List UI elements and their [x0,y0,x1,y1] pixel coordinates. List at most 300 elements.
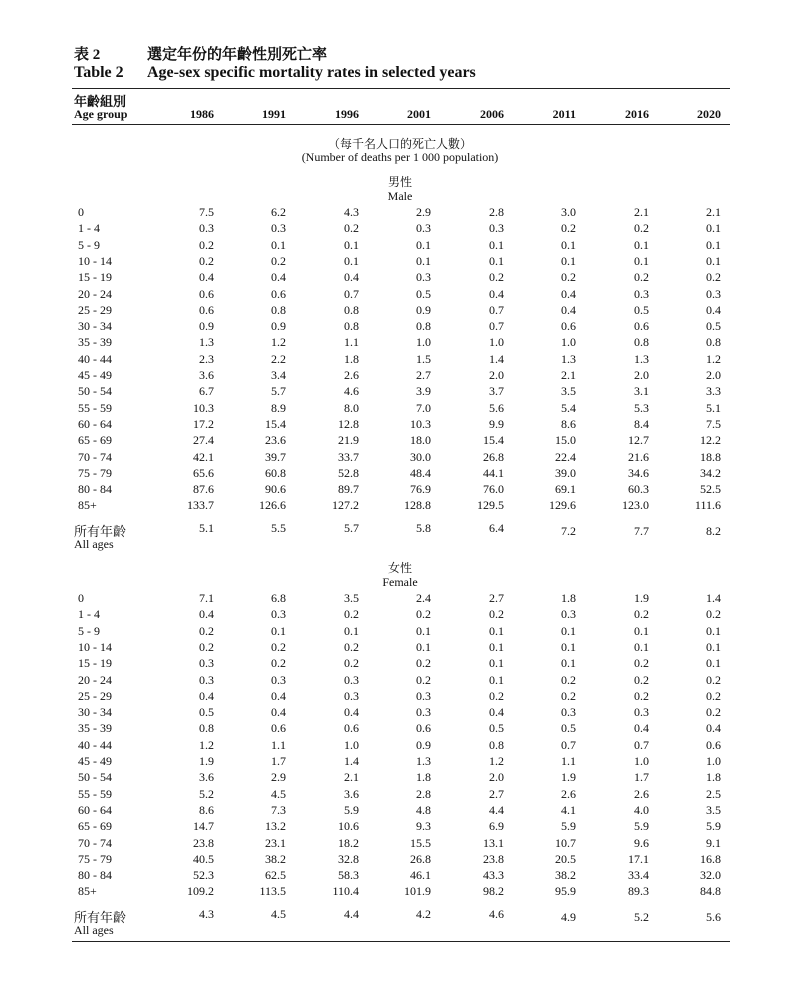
rate-cell: 0.6 [199,286,214,301]
table-title-zh [74,43,327,64]
rate-cell: 0.1 [489,656,504,671]
rate-cell: 4.4 [489,802,504,817]
rate-cell: 0.2 [416,607,431,622]
rate-cell: 23.6 [265,433,286,448]
rate-cell: 0.2 [271,656,286,671]
rate-cell: 0.4 [271,270,286,285]
rate-cell: 15.4 [265,416,286,431]
rate-cell: 7.3 [271,802,286,817]
rate-cell: 0.4 [561,302,576,317]
rate-cell: 6.2 [271,205,286,219]
age-group-label: 65 - 69 [78,433,112,448]
rate-cell: 5.9 [561,819,576,834]
rate-cell: 0.3 [634,286,649,301]
rate-cell: 5.7 [271,384,286,399]
rate-cell: 0.8 [199,721,214,736]
rate-cell: 0.8 [706,335,721,350]
rate-cell: 0.7 [634,737,649,752]
rate-cell: 2.9 [271,770,286,785]
all-ages-rate-cell: 4.5 [271,907,286,921]
rate-cell: 109.2 [187,884,214,899]
all-ages-rate-cell: 5.6 [706,910,721,924]
table-title-text-zh: 選定年份的年齡性別死亡率 [147,47,328,63]
rate-cell: 0.1 [489,623,504,638]
rate-cell: 0.3 [416,688,431,703]
rate-cell: 7.0 [416,400,431,415]
all-ages-rate-cell: 4.3 [199,907,214,921]
rate-cell: 0.1 [416,237,431,252]
rate-cell: 0.1 [344,237,359,252]
rate-cell: 26.8 [483,449,504,464]
rate-cell: 89.7 [338,482,359,497]
rate-cell: 17.2 [193,416,214,431]
rate-cell: 15.4 [483,433,504,448]
rate-cell: 12.8 [338,416,359,431]
rate-cell: 13.2 [265,819,286,834]
rate-cell: 0.1 [489,237,504,252]
age-group-label: 15 - 19 [78,270,112,285]
table-row [0,254,800,270]
rate-cell: 2.7 [489,591,504,605]
rate-cell: 4.1 [561,802,576,817]
age-group-label: 65 - 69 [78,819,112,834]
rate-cell: 5.9 [344,802,359,817]
rate-cell: 0.2 [634,607,649,622]
table-row [0,787,800,803]
rate-cell: 60.8 [265,465,286,480]
rate-cell: 0.7 [561,737,576,752]
rate-cell: 1.0 [416,335,431,350]
table-row [0,238,800,254]
all-ages-rate-cell: 4.4 [344,907,359,921]
rate-cell: 101.9 [404,884,431,899]
table-row [0,450,800,466]
rate-cell: 21.6 [628,449,649,464]
rate-cell: 0.1 [561,253,576,268]
rate-cell: 69.1 [555,482,576,497]
rate-cell: 0.2 [344,221,359,236]
rate-cell: 34.6 [628,465,649,480]
rate-cell: 1.7 [271,754,286,768]
rate-cell: 0.3 [199,656,214,671]
rate-cell: 62.5 [265,868,286,883]
table-row [0,721,800,737]
age-group-label: 70 - 74 [78,835,112,850]
age-group-header-en: Age group [74,107,128,121]
rate-cell: 6.9 [489,819,504,834]
table-row [0,607,800,623]
rate-cell: 90.6 [265,482,286,497]
rate-cell: 39.7 [265,449,286,464]
rate-cell: 0.2 [344,656,359,671]
rate-cell: 111.6 [694,498,721,513]
all-ages-rate-cell: 8.2 [706,524,721,538]
age-group-label: 15 - 19 [78,656,112,671]
rate-cell: 127.2 [332,498,359,513]
rate-cell: 0.3 [199,672,214,687]
rate-cell: 1.3 [634,351,649,366]
rate-cell: 9.3 [416,819,431,834]
table-title-text-en: Age-sex specific mortality rates in selected years [147,64,476,81]
rate-cell: 0.5 [561,721,576,736]
rate-cell: 0.4 [706,721,721,736]
rate-cell: 1.2 [489,754,504,768]
rate-cell: 1.0 [561,335,576,350]
rate-cell: 18.2 [338,835,359,850]
rate-cell: 0.7 [344,286,359,301]
table-row [0,205,800,221]
rate-cell: 0.1 [706,639,721,654]
age-group-label: 30 - 34 [78,319,112,334]
rate-cell: 0.5 [706,319,721,334]
rate-cell: 7.1 [199,591,214,605]
rate-cell: 0.4 [489,705,504,720]
rate-cell: 0.2 [416,672,431,687]
age-group-label: 0 [78,591,84,605]
rate-cell: 129.6 [549,498,576,513]
age-group-label: 75 - 79 [78,851,112,866]
rate-cell: 42.1 [193,449,214,464]
rate-cell: 0.3 [416,221,431,236]
rate-cell: 27.4 [193,433,214,448]
table-row [0,352,800,368]
rate-cell: 2.6 [561,786,576,801]
rate-cell: 0.2 [489,607,504,622]
table-number-en: Table 2 [74,64,124,81]
age-group-label: 20 - 24 [78,286,112,301]
rate-cell: 0.4 [271,688,286,703]
rate-cell: 0.4 [199,688,214,703]
rate-cell: 0.3 [634,705,649,720]
rate-cell: 39.0 [555,465,576,480]
table-row [0,836,800,852]
rate-cell: 23.8 [193,835,214,850]
rate-cell: 87.6 [193,482,214,497]
age-group-label: 50 - 54 [78,770,112,785]
rate-cell: 23.1 [265,835,286,850]
age-group-label: 75 - 79 [78,465,112,480]
age-group-label: 45 - 49 [78,754,112,768]
all-ages-rate-cell: 5.5 [271,521,286,535]
rate-cell: 0.6 [271,286,286,301]
rate-cell: 0.5 [489,721,504,736]
rate-cell: 1.8 [416,770,431,785]
rate-cell: 0.1 [416,253,431,268]
rate-cell: 0.6 [561,319,576,334]
table-row [0,482,800,498]
rate-cell: 2.0 [489,770,504,785]
rate-cell: 1.2 [199,737,214,752]
rate-cell: 2.0 [489,368,504,382]
rate-cell: 0.7 [489,302,504,317]
rate-cell: 0.4 [271,705,286,720]
rate-cell: 1.0 [706,754,721,768]
age-group-label: 25 - 29 [78,688,112,703]
rate-cell: 5.4 [561,400,576,415]
age-group-label: 25 - 29 [78,302,112,317]
rate-cell: 5.6 [489,400,504,415]
rate-cell: 5.9 [634,819,649,834]
rate-cell: 1.9 [199,754,214,768]
rate-cell: 0.1 [634,639,649,654]
table-row [0,640,800,656]
rate-cell: 1.3 [561,351,576,366]
rate-cell: 12.7 [628,433,649,448]
bottom-rule [72,941,730,942]
table-row [0,656,800,672]
age-group-label: 40 - 44 [78,351,112,366]
age-group-label: 60 - 64 [78,416,112,431]
rate-cell: 0.5 [416,286,431,301]
rate-cell: 0.4 [489,286,504,301]
rate-cell: 0.2 [199,237,214,252]
all-ages-rate-cell: 7.2 [561,524,576,538]
rate-cell: 0.1 [561,656,576,671]
age-group-label: 20 - 24 [78,672,112,687]
all-ages-rate-cell: 5.2 [634,910,649,924]
rate-cell: 2.7 [416,368,431,382]
rate-cell: 0.6 [416,721,431,736]
rate-cell: 0.2 [489,688,504,703]
rate-cell: 23.8 [483,851,504,866]
rate-cell: 4.3 [344,205,359,219]
rate-cell: 0.1 [271,623,286,638]
all-ages-rate-cell: 4.6 [489,907,504,921]
rate-cell: 128.8 [404,498,431,513]
rate-cell: 89.3 [628,884,649,899]
rate-cell: 0.8 [634,335,649,350]
rate-cell: 0.2 [634,656,649,671]
rate-cell: 4.8 [416,802,431,817]
age-group-label: 5 - 9 [78,237,100,252]
rate-cell: 3.5 [344,591,359,605]
rate-cell: 6.7 [199,384,214,399]
year-header: 2011 [552,107,576,121]
rate-cell: 1.0 [344,737,359,752]
rate-cell: 0.2 [344,607,359,622]
rate-cell: 0.2 [634,270,649,285]
table-row [0,417,800,433]
rate-cell: 0.3 [706,286,721,301]
table-row [0,591,800,607]
rate-cell: 0.6 [344,721,359,736]
rate-cell: 0.2 [706,672,721,687]
rate-cell: 0.9 [416,302,431,317]
rate-cell: 0.1 [634,253,649,268]
table-row [0,384,800,400]
rate-cell: 1.4 [489,351,504,366]
table-row [0,433,800,449]
all-ages-rate-cell: 4.2 [416,907,431,921]
rate-cell: 1.1 [271,737,286,752]
rate-cell: 3.6 [199,368,214,382]
rate-cell: 43.3 [483,868,504,883]
rate-cell: 133.7 [187,498,214,513]
rate-cell: 2.5 [706,786,721,801]
rate-cell: 3.6 [199,770,214,785]
rate-cell: 48.4 [410,465,431,480]
year-header: 2001 [407,107,431,121]
rate-cell: 3.5 [706,802,721,817]
table-row [0,335,800,351]
unit-note-en: (Number of deaths per 1 000 population) [301,150,499,164]
rate-cell: 9.6 [634,835,649,850]
rate-cell: 0.2 [561,688,576,703]
table-row [0,303,800,319]
rate-cell: 0.1 [271,237,286,252]
rate-cell: 4.6 [344,384,359,399]
table-row [0,689,800,705]
all-ages-rate-cell: 6.4 [489,521,504,535]
rate-cell: 1.8 [561,591,576,605]
rate-cell: 9.1 [706,835,721,850]
rate-cell: 0.1 [561,237,576,252]
rate-cell: 7.5 [199,205,214,219]
rate-cell: 0.2 [416,656,431,671]
rate-cell: 20.5 [555,851,576,866]
all-ages-rate-cell: 5.8 [416,521,431,535]
rate-cell: 123.0 [622,498,649,513]
rate-cell: 0.3 [416,705,431,720]
table-row [0,673,800,689]
rate-cell: 0.3 [271,607,286,622]
age-group-label: 1 - 4 [78,221,100,236]
rate-cell: 2.6 [634,786,649,801]
female-all-ages-label-en: All ages [74,923,114,937]
rate-cell: 52.5 [700,482,721,497]
age-group-label: 55 - 59 [78,786,112,801]
rate-cell: 2.2 [271,351,286,366]
rate-cell: 52.3 [193,868,214,883]
rate-cell: 0.1 [561,623,576,638]
rate-cell: 18.8 [700,449,721,464]
table-row [0,466,800,482]
table-row [0,738,800,754]
all-ages-rate-cell: 7.7 [634,524,649,538]
age-group-label: 80 - 84 [78,868,112,883]
rate-cell: 0.2 [706,270,721,285]
female-section-label-zh: 女性 [387,561,412,575]
year-header: 1996 [335,107,359,121]
rate-cell: 2.1 [561,368,576,382]
rate-cell: 0.3 [271,221,286,236]
rate-cell: 0.2 [561,672,576,687]
rate-cell: 10.6 [338,819,359,834]
rate-cell: 0.9 [199,319,214,334]
age-group-label: 10 - 14 [78,253,112,268]
age-group-label: 50 - 54 [78,384,112,399]
rate-cell: 1.1 [344,335,359,350]
rate-cell: 2.0 [634,368,649,382]
rate-cell: 3.4 [271,368,286,382]
age-group-label: 80 - 84 [78,482,112,497]
rate-cell: 0.6 [634,319,649,334]
rate-cell: 34.2 [700,465,721,480]
rate-cell: 0.2 [344,639,359,654]
male-all-ages-label-zh: 所有年齡 [74,524,127,539]
rate-cell: 38.2 [265,851,286,866]
age-group-label: 0 [78,205,84,219]
rate-cell: 0.6 [271,721,286,736]
rate-cell: 1.2 [271,335,286,350]
rate-cell: 113.5 [259,884,286,899]
rate-cell: 0.2 [489,270,504,285]
rate-cell: 126.6 [259,498,286,513]
rate-cell: 1.7 [634,770,649,785]
rate-cell: 1.8 [344,351,359,366]
table-row [0,498,800,514]
rate-cell: 5.1 [706,400,721,415]
table-title-en [74,64,476,82]
rate-cell: 0.1 [706,253,721,268]
rate-cell: 44.1 [483,465,504,480]
rate-cell: 1.8 [706,770,721,785]
age-group-label: 85+ [78,884,97,899]
rate-cell: 15.5 [410,835,431,850]
rate-cell: 0.1 [561,639,576,654]
male-section-label-en: Male [387,189,413,203]
rate-cell: 60.3 [628,482,649,497]
rate-cell: 0.8 [344,302,359,317]
rate-cell: 10.3 [410,416,431,431]
rate-cell: 8.9 [271,400,286,415]
rate-cell: 0.7 [489,319,504,334]
rate-cell: 76.9 [410,482,431,497]
rate-cell: 40.5 [193,851,214,866]
rate-cell: 2.6 [344,368,359,382]
rate-cell: 0.4 [344,270,359,285]
rate-cell: 1.0 [489,335,504,350]
rate-cell: 0.1 [706,623,721,638]
age-group-label: 40 - 44 [78,737,112,752]
rate-cell: 0.2 [561,270,576,285]
rate-cell: 0.8 [416,319,431,334]
rate-cell: 30.0 [410,449,431,464]
rate-cell: 8.0 [344,400,359,415]
rate-cell: 0.3 [344,688,359,703]
rate-cell: 1.9 [634,591,649,605]
rate-cell: 3.7 [489,384,504,399]
year-header: 1991 [262,107,286,121]
rate-cell: 0.1 [489,639,504,654]
table-row [0,819,800,835]
rate-cell: 8.6 [561,416,576,431]
rate-cell: 0.2 [199,623,214,638]
rate-cell: 0.1 [634,237,649,252]
rate-cell: 5.3 [634,400,649,415]
rate-cell: 0.4 [561,286,576,301]
rate-cell: 33.4 [628,868,649,883]
rate-cell: 3.5 [561,384,576,399]
rate-cell: 21.9 [338,433,359,448]
rate-cell: 0.3 [271,672,286,687]
year-header: 1986 [190,107,214,121]
rate-cell: 5.9 [706,819,721,834]
rate-cell: 0.3 [561,705,576,720]
rate-cell: 1.4 [706,591,721,605]
age-group-label: 35 - 39 [78,721,112,736]
rate-cell: 58.3 [338,868,359,883]
rate-cell: 1.3 [199,335,214,350]
rate-cell: 0.4 [706,302,721,317]
table-row [0,287,800,303]
rate-cell: 1.3 [416,754,431,768]
rate-cell: 17.1 [628,851,649,866]
rate-cell: 0.8 [489,737,504,752]
rate-cell: 0.2 [706,607,721,622]
rate-cell: 0.1 [634,623,649,638]
rate-cell: 32.8 [338,851,359,866]
